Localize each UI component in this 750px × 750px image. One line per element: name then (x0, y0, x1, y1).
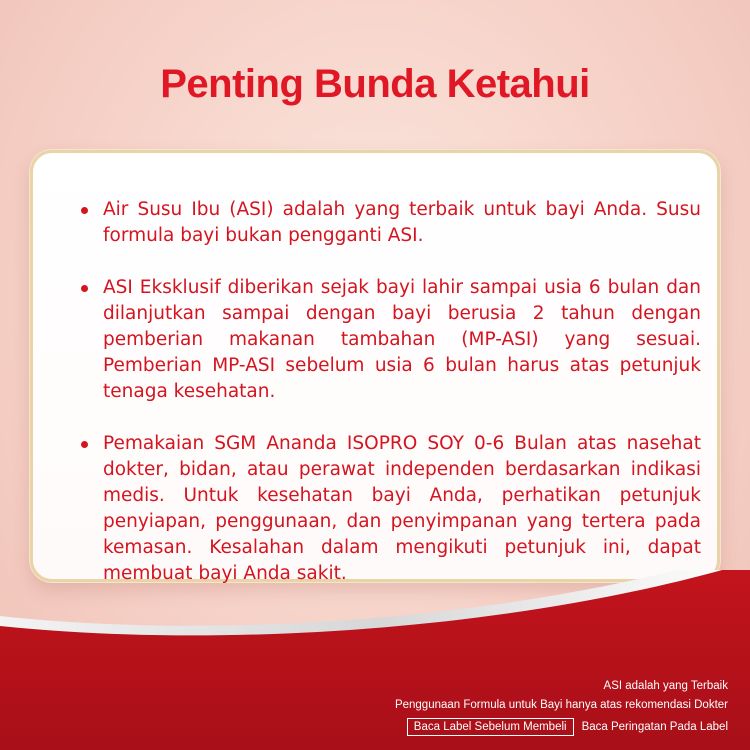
list-item (81, 275, 701, 405)
footer-labels (407, 718, 728, 736)
info-list (81, 197, 701, 613)
bullet-icon (81, 207, 88, 214)
list-item (81, 431, 701, 587)
list-item-text: Air Susu Ibu (ASI) adalah yang terbaik untuk bayi Anda. Susu formula bayi bukan pengganti ASI. (103, 199, 701, 246)
bullet-icon (81, 285, 88, 292)
label-warning: Baca Peringatan Pada Label (581, 721, 728, 733)
list-item-text: Pemakaian SGM Ananda ISOPRO SOY 0-6 Bulan atas nasehat dokter, bidan, atau perawat independen berdasarkan indikasi medis. Untuk kesehatan bayi Anda, perhatikan petunjuk penyiapan, penggunaan, dan penyimpanan yang tertera pada kemasan. Kesalahan dalam mengikuti petunjuk ini, dapat membuat bayi Anda sakit. (103, 433, 701, 584)
label-boxed: Baca Label Sebelum Membeli (407, 718, 574, 736)
bullet-icon (81, 441, 88, 448)
page-title: Penting Bunda Ketahui (160, 62, 590, 106)
info-card (30, 150, 720, 582)
footer-line-formula: Penggunaan Formula untuk Bayi hanya atas rekomendasi Dokter (394, 699, 728, 711)
list-item (81, 197, 701, 249)
footer-line-asi: ASI adalah yang Terbaik (603, 680, 728, 692)
list-item-text: ASI Eksklusif diberikan sejak bayi lahir sampai usia 6 bulan dan dilanjutkan sampai dengan bayi berusia 2 tahun dengan pemberian makanan tambahan (MP-ASI) yang sesuai. Pemberian MP-ASI sebelum usia 6 bulan harus atas petunjuk tenaga kesehatan. (103, 277, 701, 402)
